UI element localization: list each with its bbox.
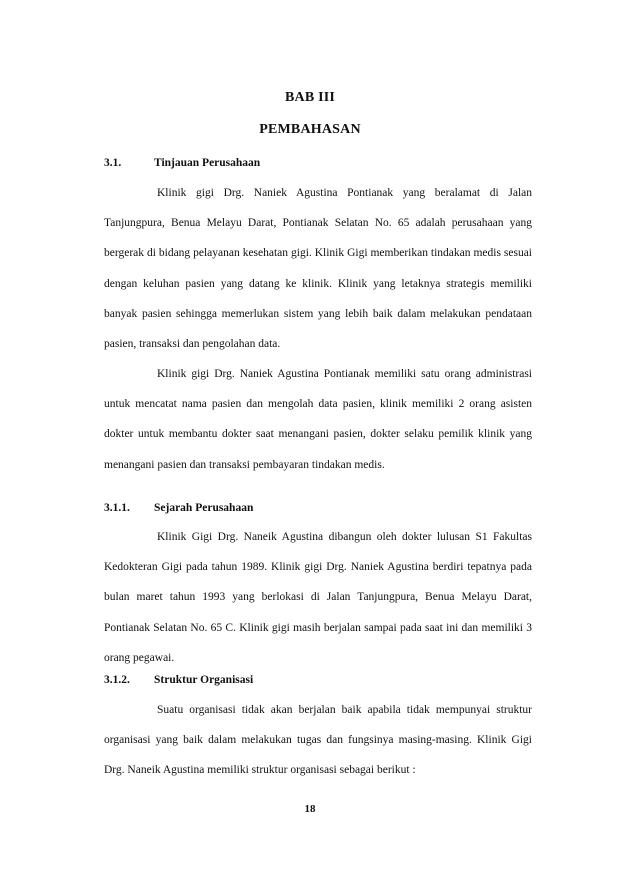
section-title: Tinjauan Perusahaan: [154, 157, 261, 169]
section-number: 3.1.: [104, 157, 122, 169]
paragraph: Suatu organisasi tidak akan berjalan baik apabila tidak mempunyai struktur organisasi yang baik dalam melakukan tugas dan fungsinya masing-masing. Klinik Gigi Drg. Naneik Agustina memiliki struktur organisasi sebagai berikut :: [104, 704, 532, 777]
section-title: Sejarah Perusahaan: [154, 502, 254, 514]
paragraph: Klinik Gigi Drg. Naneik Agustina dibangun oleh dokter lulusan S1 Fakultas Kedokteran Gigi pada tahun 1989. Klinik gigi Drg. Naniek Agustina berdiri tepatnya pada bulan maret tahun 1993 yang berlokasi di Jalan Tanjungpura, Benua Melayu Darat, Pontianak Selatan No. 65 C. Klinik gigi masih berjalan sampai pada saat ini dan memiliki 3 orang pegawai.: [104, 531, 532, 664]
chapter-label: BAB III: [284, 90, 336, 105]
chapter-title: PEMBAHASAN: [259, 122, 361, 137]
page-number: 18: [304, 803, 316, 815]
section-heading-3-1: [104, 157, 260, 169]
section-title: Struktur Organisasi: [154, 674, 254, 686]
section-number: 3.1.1.: [104, 502, 130, 514]
paragraph: Klinik gigi Drg. Naniek Agustina Pontianak memiliki satu orang administrasi untuk mencatat nama pasien dan mengolah data pasien, klinik memiliki 2 orang asisten dokter untuk membantu dokter saat menangani pasien, dokter selaku pemilik klinik yang menangani pasien dan transaksi pembayaran tindakan medis.: [104, 368, 532, 471]
section-heading-3-1-1: [104, 502, 253, 514]
paragraph: Klinik gigi Drg. Naniek Agustina Pontianak yang beralamat di Jalan Tanjungpura, Benua Melayu Darat, Pontianak Selatan No. 65 adalah perusahaan yang bergerak di bidang pelayanan kesehatan gigi. Klinik Gigi memberikan tindakan medis sesuai dengan keluhan pasien yang datang ke klinik. Klinik yang letaknya strategis memiliki banyak pasien sehingga memerlukan sistem yang lebih baik dalam melakukan pendataan pasien, transaksi dan pengolahan data.: [104, 187, 532, 351]
section-heading-3-1-2: [104, 674, 253, 686]
section-number: 3.1.2.: [104, 674, 130, 686]
